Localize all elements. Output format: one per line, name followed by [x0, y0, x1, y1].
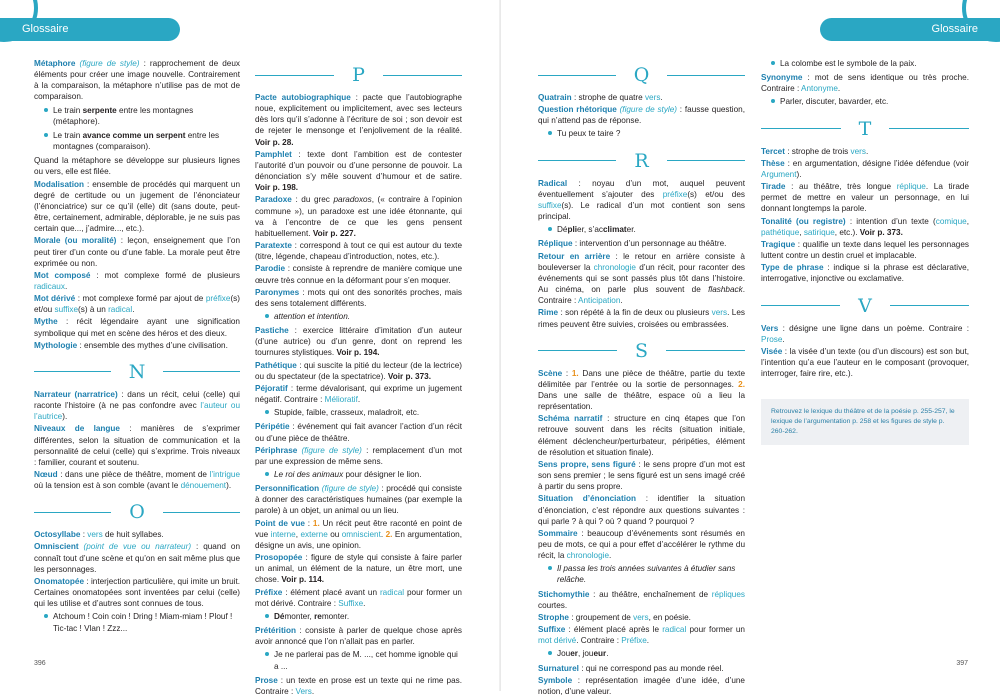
page-gutter — [499, 0, 501, 691]
example-item: Parler, discuter, bavarder, etc. — [771, 96, 969, 107]
letter-heading-q: Q — [538, 64, 745, 86]
glossary-entry: Synonyme : mot de sens identique ou très proche. Contraire : Antonyme. — [761, 73, 969, 94]
example-item: Atchoum ! Coin coin ! Dring ! Miam-miam ! Plouf ! Tic-tac ! Vlan ! Zzz... — [44, 611, 240, 633]
glossary-entry: Symbole : représentation imagée d’une idée, d’une notion, d’une valeur. — [538, 675, 745, 696]
glossary-entry: Périphrase (figure de style) : remplacement d’un mot par une expression de même sens. — [255, 445, 462, 466]
glossary-entry: Mot dérivé : mot complexe formé par ajout de préfixe(s) et/ou suffixe(s) à un radical. — [34, 294, 240, 315]
glossary-entry: Tirade : au théâtre, très longue réplique. La tirade permet de mettre en valeur un personnage, en lui donnant longtemps la parole. — [761, 182, 969, 214]
glossary-entry: Tercet : strophe de trois vers. — [761, 146, 869, 156]
glossary-entry: Mythologie : ensemble des mythes d’une civilisation. — [34, 340, 228, 350]
header-title-left: Glossaire — [22, 23, 69, 35]
glossary-entry: Métaphore (figure de style) : rapprochement de deux éléments pour créer une image nouvelle. Contrairement à la comparaison, la métaphore n’utilise pas de mot de comparaison. — [34, 59, 240, 102]
example-item: Déplier, s’acclimater. — [548, 224, 745, 235]
glossary-entry: Morale (ou moralité) : leçon, enseignement que l’on peut tirer d’un conte ou d’une fable. La morale peut être exprimée ou non. — [34, 236, 241, 268]
column-3 — [538, 58, 745, 698]
glossary-entry: Quatrain : strophe de quatre vers. — [538, 93, 663, 102]
glossary-entry: Nœud : dans une pièce de théâtre, moment de l’intrigue où la tension est à son comble (avant le dénouement). — [34, 470, 240, 491]
example-item: Il passa les trois années suivantes à étudier sans relâche. — [548, 563, 745, 585]
glossary-entry: Situation d’énonciation : identifier la situation d’énonciation, c’est répondre aux questions suivantes : qui parle ? à qui ? où ? quand ? pourquoi ? — [538, 494, 745, 526]
glossary-entry: Vers : désigne une ligne dans un poème. Contraire : Prose. — [761, 323, 969, 344]
glossary-entry: Parodie : consiste à reprendre de manière comique une œuvre très connue en la déformant pour s’en moquer. — [255, 264, 462, 285]
glossary-entry: Réplique : intervention d’un personnage au théâtre. — [538, 239, 727, 249]
example-item: Démonter, remonter. — [265, 611, 462, 622]
glossary-entry: Préfixe : élément placé avant un radical pour former un mot dérivé. Contraire : Suffixe. — [255, 587, 462, 608]
glossary-entry: Tragique : qualifie un texte dans lequel les personnages luttent contre un destin cruel et implacable. — [761, 239, 969, 261]
example-item: Jouer, joueur. — [548, 648, 745, 659]
glossary-entry: Personnification (figure de style) : procédé qui consiste à donner des caractéristiques humaines (par exemple la parole) à un objet, un animal ou un lieu. — [255, 484, 462, 516]
glossary-entry: Prétérition : consiste à parler de quelque chose après avoir annoncé que l’on n’allait pas en parler. — [255, 626, 462, 647]
letter-heading-r: R — [538, 150, 745, 172]
glossary-entry: Pathétique : qui suscite la pitié du lecteur (de la lectrice) ou du spectateur (de la spectatrice). Voir p. 373. — [255, 360, 462, 381]
glossary-entry: Question rhétorique (figure de style) : fausse question, qui n’attend pas de réponse. — [538, 105, 746, 126]
glossary-entry: Radical : noyau d’un mot, auquel peuvent éventuellement s’ajouter des préfixe(s) et/ou des suffixe(s). Le radical d’un mot contient son sens principal. — [538, 178, 745, 222]
glossary-entry: Paratexte : correspond à tout ce qui est autour du texte (titre, légende, chapeau d’introduction, notes, etc.). — [255, 241, 462, 262]
glossary-entry: Prose : un texte en prose est un texte qui ne rime pas. Contraire : Vers. — [255, 675, 462, 696]
column-2 — [255, 58, 462, 698]
header-tab-left — [0, 18, 180, 41]
glossary-entry: Suffixe : élément placé après le radical pour former un mot dérivé. Contraire : Préfixe. — [538, 625, 745, 646]
glossary-entry: Pastiche : exercice littéraire d’imitation d’un auteur (d’une autrice) ou d’un genre, dont on reprend les tournures stylistiques. Voir p. 194. — [255, 326, 462, 358]
example-item: Le train avance comme un serpent entre les montagnes (comparaison). — [44, 130, 240, 152]
glossary-entry: Niveaux de langue : manières de s’exprimer différentes, selon la situation de communication et la personnalité de celui (celle) qui s’exprime. Trois niveaux : familier, courant et soutenu. — [34, 424, 240, 467]
glossary-entry: Onomatopée : interjection particulière, qui imite un bruit. Certaines onomatopées sont inventées par celui (celle) qui les utilise et d’autres sont connues de tous. — [34, 576, 240, 609]
example-item: Stupide, faible, crasseux, maladroit, etc. — [265, 407, 462, 418]
letter-heading-p: P — [255, 64, 462, 86]
glossary-entry: Omniscient (point de vue ou narrateur) : quand on connaît tout d’une scène et qu’on en sait même plus que les personnages. — [34, 542, 240, 574]
header-tab-right — [820, 18, 1000, 41]
example-item: Le train serpente entre les montagnes (métaphore). — [44, 105, 240, 127]
glossary-entry: Surnaturel : qui ne correspond pas au monde réel. — [538, 663, 724, 673]
glossary-entry: Thèse : en argumentation, désigne l’idée défendue (voir Argument). — [761, 158, 969, 179]
example-item: attention et intention. — [265, 311, 462, 322]
glossary-text: Quand la métaphore se développe sur plusieurs lignes ou vers, elle est filée. — [34, 156, 240, 177]
glossary-entry: Retour en arrière : le retour en arrière consiste à bouleverser la chronologie d’un récit, pour raconter des événements qui se sont passés plus tôt dans l’histoire. Au cinéma, on parle plus souvent de flashback. Contraire : Anticipation. — [538, 251, 746, 306]
glossary-entry: Sommaire : beaucoup d’événements sont résumés en peu de mots, ce qui a pour effet d’accélérer le rythme du récit, la chronologie. — [538, 528, 745, 561]
letter-heading-v: V — [761, 295, 969, 317]
glossary-entry: Péjoratif : terme dévalorisant, qui exprime un jugement négatif. Contraire : Mélioratif. — [255, 383, 462, 405]
cross-reference-note: Retrouvez le lexique du théâtre et de la poésie p. 255-257, le lexique de l’argumentation p. 258 et les figures de style p. 260-262. — [761, 399, 969, 445]
letter-heading-o: O — [34, 501, 240, 523]
glossary-entry: Prosopopée : figure de style qui consiste à faire parler un animal, un élément de la nature, un être mort, une chose. Voir p. 114. — [255, 553, 462, 585]
glossary-entry: Strophe : groupement de vers, en poésie. — [538, 612, 691, 622]
header-title-right: Glossaire — [931, 23, 978, 35]
glossary-entry: Stichomythie : au théâtre, enchaînement de répliques courtes. — [538, 589, 745, 610]
glossary-entry: Mot composé : mot complexe formé de plusieurs radicaux. — [34, 270, 240, 291]
example-item: Je ne parlerai pas de M. ..., cet homme ignoble qui a ... — [265, 649, 462, 671]
glossary-entry: Octosyllabe : vers de huit syllabes. — [34, 530, 164, 540]
column-1 — [34, 58, 240, 637]
glossary-entry: Pacte autobiographique : pacte que l’autobiographe noue, explicitement ou implicitement, avec ses lecteurs dès lors qu’il s’adonne à l’écriture de soi ; son devoir est de rejeter le mensonge et l’enjolivement de la réalité. Voir p. 28. — [255, 93, 462, 147]
letter-heading-s: S — [538, 340, 745, 362]
glossary-entry: Pamphlet : texte dont l’ambition est de contester l’autorité d’un pouvoir ou d’une personne de pouvoir. La dénonciation s’y mêle souvent d’humour et de satire. Voir p. 198. — [255, 149, 462, 193]
glossary-entry: Narrateur (narratrice) : dans un récit, celui (celle) qui raconte l’histoire (à ne pas confondre avec l’auteur ou l’autrice). — [34, 389, 240, 422]
example-item: Le roi des animaux pour désigner le lion. — [265, 469, 462, 480]
example-item: Tu peux te taire ? — [548, 128, 745, 139]
glossary-entry: Point de vue : 1. Un récit peut être raconté en point de vue interne, externe ou omniscient. 2. En argumentation, désigne un avis, une opinion. — [255, 518, 463, 550]
glossary-entry: Scène : 1. Dans une pièce de théâtre, partie du texte délimitée par l’entrée ou la sortie de personnages. 2. Dans une salle de théâtre, espace où a lieu la représentation. — [538, 368, 745, 412]
glossary-entry: Mythe : récit légendaire ayant une signification symbolique qui met en scène des héros et des dieux. — [34, 317, 240, 338]
page-number-left: 396 — [34, 660, 46, 668]
glossary-entry: Schéma narratif : structure en cinq étapes que l’on retrouve souvent dans les récits (situation initiale, élément déclencheur/perturbateur, péripéties, élément de résolution et situation finale). — [538, 414, 745, 457]
example-item: La colombe est le symbole de la paix. — [771, 58, 969, 69]
column-4 — [761, 58, 969, 445]
glossary-entry: Péripétie : événement qui fait avancer l’action d’un récit ou d’une pièce de théâtre. — [255, 422, 462, 443]
glossary-entry: Paronymes : mots qui ont des sonorités proches, mais des sens totalement différents. — [255, 287, 462, 308]
glossary-entry: Visée : la visée d’un texte (ou d’un discours) est son but, l’intention qu’a eue l’auteur en le composant (provoquer, interroger, faire rire, etc.). — [761, 346, 969, 379]
glossary-entry: Sens propre, sens figuré : le sens propre d’un mot est son sens premier ; le sens figuré est un sens imagé créé à partir du sens propre. — [538, 459, 745, 492]
glossary-entry: Rime : son répété à la fin de deux ou plusieurs vers. Les rimes peuvent être suivies, croisées ou embrassées. — [538, 308, 745, 329]
glossary-entry: Modalisation : ensemble de procédés qui marquent un degré de certitude ou un jugement de l’énonciateur (l’énonciatrice) sur ce qu’il (elle) dit (sans doute, peut-être, certainement, admirable, déplorable, je ne suis pas certain que..., j’admire..., etc.). — [34, 179, 240, 234]
letter-heading-n: N — [34, 361, 240, 383]
glossary-entry: Type de phrase : indique si la phrase est déclarative, interrogative, injonctive ou exclamative. — [761, 263, 969, 284]
letter-heading-t: T — [761, 118, 969, 140]
page-number-right: 397 — [956, 660, 968, 668]
glossary-entry: Tonalité (ou registre) : intention d’un texte (comique, pathétique, satirique, etc.). Voir p. 373. — [761, 216, 969, 237]
glossary-entry: Paradoxe : du grec paradoxos, (« contraire à l’opinion commune »), un paradoxe est une idée étonnante, qui va à l’encontre de ce que les gens pensent habituellement. Voir p. 227. — [255, 195, 462, 238]
